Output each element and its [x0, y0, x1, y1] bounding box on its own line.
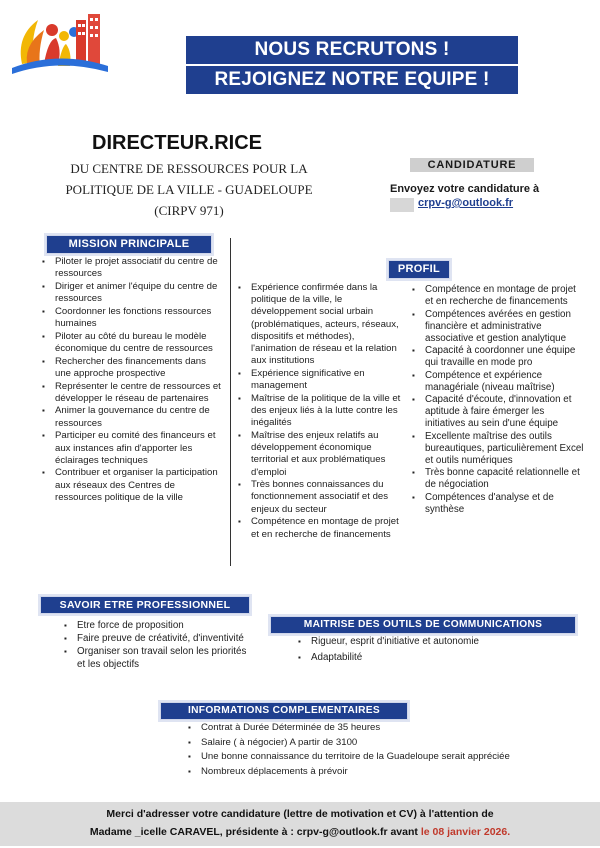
list-item: ▪ Rechercher des financements dans une approche prospective: [42, 356, 222, 380]
list-item: ▪ Contrat à Durée Déterminée de 35 heures: [188, 722, 578, 734]
profil-section-label: PROFIL: [388, 260, 450, 279]
banner-line-2: REJOIGNEZ NOTRE EQUIPE !: [186, 66, 518, 94]
list-item: ▪ Maîtrise de la politique de la ville et des enjeux liés à la lutte contre les inégalités: [238, 393, 402, 430]
list-item: ▪ Très bonnes connaissances du fonctionnement associatif et des enjeux du secteur: [238, 479, 402, 516]
savoir-list: [64, 620, 254, 672]
list-item: ▪ Contribuer et organiser la participation aux réseaux des Centres de ressources politique de la ville: [42, 467, 222, 504]
job-subtitle-line3: (CIRPV 971): [154, 203, 224, 218]
footer-deadline-date: 08 janvier 2026.: [432, 826, 511, 838]
list-item: ▪ Très bonne capacité relationnelle et de négociation: [412, 467, 584, 491]
job-title: DIRECTEUR.RICE: [92, 132, 263, 154]
logo-building2-icon: [88, 14, 100, 64]
candidature-email-highlight: [390, 198, 414, 212]
list-item: ▪ Nombreux déplacements à prévoir: [188, 766, 578, 778]
list-item: ▪ Animer la gouvernance du centre de ressources: [42, 405, 222, 429]
column-divider: [230, 238, 231, 566]
list-item: ▪ Expérience significative en management: [238, 368, 402, 392]
infos-section-label: INFORMATIONS COMPLEMENTAIRES: [160, 702, 408, 720]
profil-list: [412, 284, 584, 516]
list-item: ▪ Diriger et animer l'équipe du centre de ressources: [42, 281, 222, 305]
candidature-title: CANDIDATURE: [410, 158, 534, 172]
savoir-section-label: SAVOIR ETRE PROFESSIONNEL: [40, 596, 250, 614]
footer: [0, 802, 600, 846]
list-item: ▪ Une bonne connaissance du territoire de la Guadeloupe serait appréciée: [188, 751, 578, 763]
list-item: ▪ Salaire ( à négocier) A partir de 3100: [188, 737, 578, 749]
list-item: ▪ Maîtrise des enjeux relatifs au développement économique territorial et aux problématiques d'emploi: [238, 430, 402, 479]
job-subtitle: [44, 158, 334, 221]
footer-line-2: [0, 823, 600, 841]
footer-line-2-text: Madame _icelle CARAVEL, présidente à : crpv-g@outlook.fr avant: [89, 826, 418, 838]
list-item: ▪ Participer eu comité des financeurs et aux instances afin d'apporter les éclairages techniques: [42, 430, 222, 467]
candidature-email-link[interactable]: crpv-g@outlook.fr: [418, 197, 514, 209]
outils-list: [298, 636, 578, 667]
list-item: ▪ Piloter au côté du bureau le modèle économique du centre de ressources: [42, 331, 222, 355]
list-item: ▪ Piloter le projet associatif du centre de ressources: [42, 256, 222, 280]
logo: [8, 6, 112, 82]
banner-line-1: NOUS RECRUTONS !: [186, 36, 518, 64]
list-item: ▪ Rigueur, esprit d'initiative et autonomie: [298, 636, 578, 649]
mission-list: [42, 256, 222, 505]
list-item: ▪ Excellente maîtrise des outils bureautiques, particulièrement Excel et outils numériques: [412, 431, 584, 467]
list-item: ▪ Compétences avérées en gestion financière et administrative associative et gestion analytique: [412, 309, 584, 345]
list-item: ▪ Compétence en montage de projet et en recherche de financements: [412, 284, 584, 308]
candidature-text: Envoyez votre candidature à: [390, 183, 540, 195]
list-item: ▪ Capacité d'écoute, d'innovation et aptitude à faire émerger les initiatives au sein d'une équipe: [412, 394, 584, 430]
list-item: ▪ Organiser son travail selon les priorités et les objectifs: [64, 646, 254, 670]
footer-le: le: [420, 826, 430, 838]
list-item: ▪ Compétence en montage de projet et en recherche de financements: [238, 516, 402, 540]
list-item: ▪ Etre force de proposition: [64, 620, 254, 632]
list-item: ▪ Expérience confirmée dans la politique de la ville, le développement social urbain (problématiques, acteurs, réseaux, dispositifs et méthodes), l'animation de réseau et la relation aux institutions: [238, 282, 402, 367]
list-item: ▪ Coordonner les fonctions ressources humaines: [42, 306, 222, 330]
experience-list: [238, 282, 402, 541]
list-item: ▪ Capacité à coordonner une équipe qui travaille en mode pro: [412, 345, 584, 369]
list-item: ▪ Compétence et expérience managériale (niveau maîtrise): [412, 370, 584, 394]
logo-person-head-icon: [46, 24, 58, 36]
footer-line-1: Merci d'adresser votre candidature (lettre de motivation et CV) à l'attention de: [106, 808, 494, 820]
outils-section-label: MAITRISE DES OUTILS DE COMMUNICATIONS: [270, 616, 576, 634]
list-item: ▪ Adaptabilité: [298, 652, 578, 665]
list-item: ▪ Compétences d'analyse et de synthèse: [412, 492, 584, 516]
mission-section-label: MISSION PRINCIPALE: [46, 235, 212, 254]
infos-list: [188, 722, 578, 780]
job-subtitle-line1: DU CENTRE DE RESSOURCES POUR LA: [70, 161, 308, 176]
list-item: ▪ Faire preuve de créativité, d'inventivité: [64, 633, 254, 645]
logo-person-head2-icon: [59, 31, 69, 41]
list-item: ▪ Représenter le centre de ressources et développer le réseau de partenaires: [42, 381, 222, 405]
job-subtitle-line2: POLITIQUE DE LA VILLE - GUADELOUPE: [65, 182, 313, 197]
logo-graphic: [8, 6, 112, 82]
